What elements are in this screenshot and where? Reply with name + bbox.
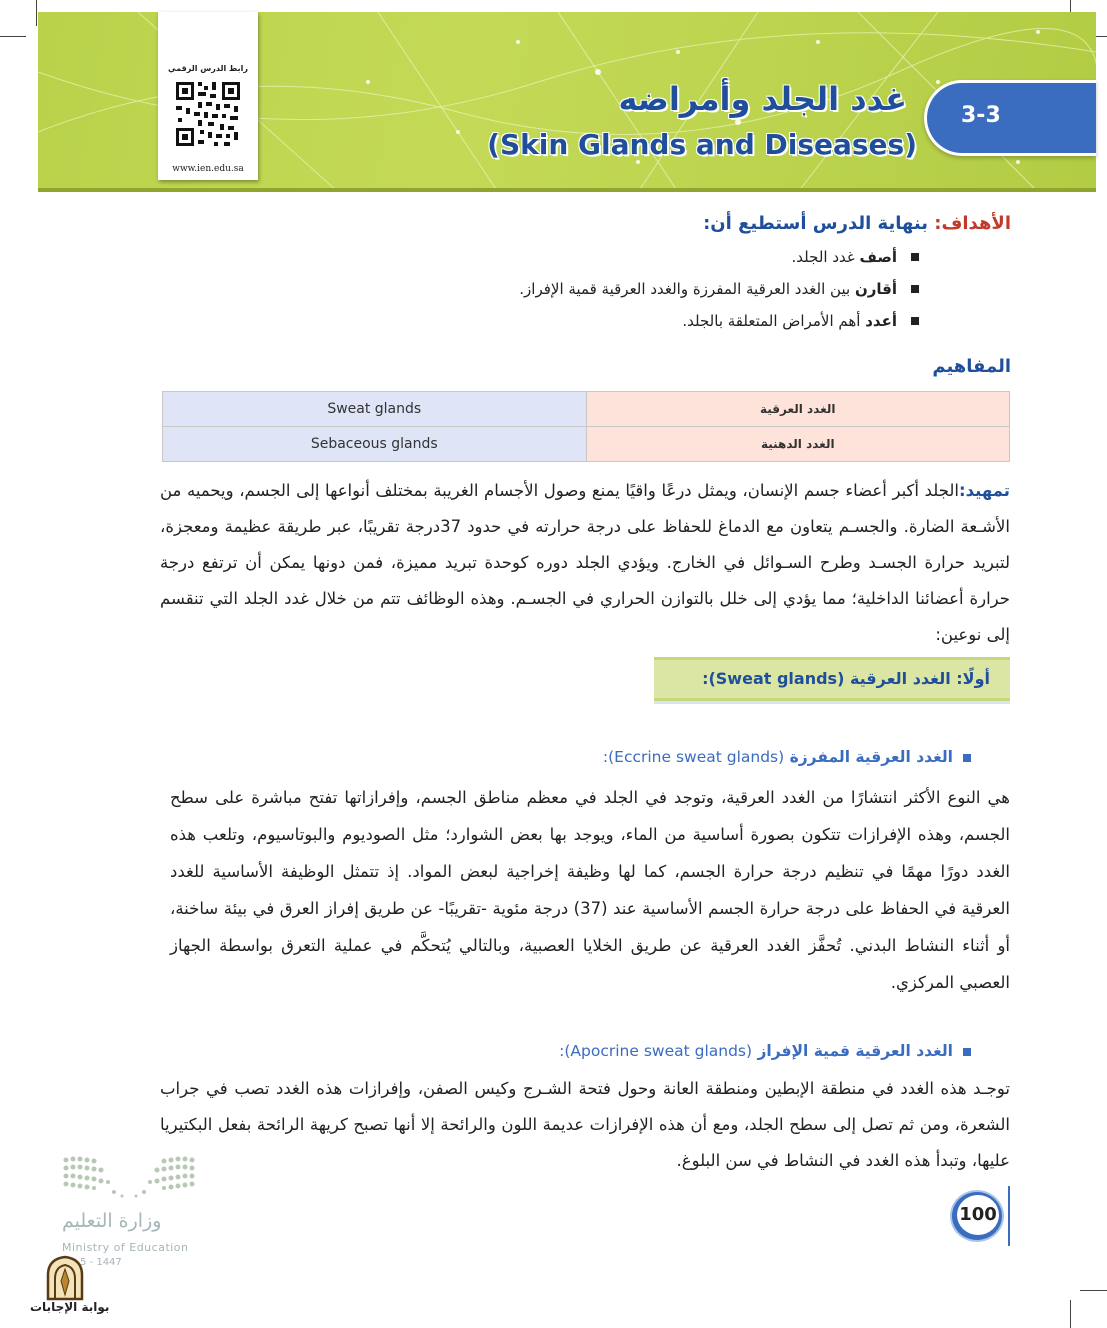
page-number: 100 [957,1195,999,1235]
concept-english: Sweat glands [163,392,587,427]
objectives-intro: بنهاية الدرس أستطيع أن: [703,213,928,234]
objectives-key: الأهداف: [934,213,1011,234]
crop-mark [1080,1290,1107,1291]
concepts-table [162,391,1010,462]
crop-mark [0,36,26,37]
qr-url[interactable]: www.ien.edu.sa [172,164,244,174]
objective-text: أهم الأمراض المتعلقة بالجلد. [682,312,866,330]
objective-verb: أعدد [865,312,897,330]
objective-item [219,278,919,310]
lesson-number: 3-3 [961,103,1001,128]
ministry-name-arabic: وزارة التعليم [62,1210,162,1232]
square-bullet-icon [911,317,919,325]
section-heading-bar [654,657,1010,701]
qr-code-icon[interactable] [174,80,242,160]
square-bullet-icon [963,1048,971,1056]
lesson-number-tab [924,80,1096,156]
ministry-logo-icon [62,1154,196,1200]
qr-label: رابط الدرس الرقمي [168,64,248,73]
objective-text: غدد الجلد. [791,248,860,266]
eccrine-text: هي النوع الأكثر انتشارًا من الغدد العرقية، وتوجد في الجلد في معظم مناطق الجسم، وإفرازاتها تفتح مباشرة على سطح الجسم، وهذه الإفرازات تتكون بصورة أساسية من الماء، ويوجد بها بعض الشوارد؛ مثل الصوديوم والبوتاسيوم، وتلعب هذه الغدد دورًا مهمًا في تنظيم درجة حرارة الجسم، كما لها وظيفة إخراجية لبعض المواد. إذ تتمثل الوظيفة الأساسية للغدد العرقية في الحفاظ على درجة حرارة الجسم الأساسية عند (37) درجة مئوية -تقريبًا- عن طريق إفراز العرق في بيئة ساخنة، أو أثناء النشاط البدني. تُحفَّز الغدد العرقية عن طريق الخلايا العصبية، وبالتالي يُتحكَّم في عملية التعرق بواسطة الجهاز العصبي المركزي. [170,788,1010,992]
banner-underline [38,188,1096,192]
square-bullet-icon [911,253,919,261]
portal-logo-icon [44,1255,86,1301]
eccrine-paragraph [170,779,1010,1001]
crop-mark [1070,1300,1071,1328]
eccrine-heading-ar: الغدد العرقية المفرزة [789,748,953,766]
objectives-list [219,246,919,342]
square-bullet-icon [911,285,919,293]
intro-lead: تمهيد: [958,481,1010,500]
ministry-name-english: Ministry of Education [62,1241,189,1254]
concept-arabic: الغدد الدهنية [586,427,1009,462]
intro-paragraph [160,473,1010,653]
concepts-heading: المفاهيم [932,356,1011,377]
apocrine-heading-en: (Apocrine sweat glands): [559,1042,753,1060]
apocrine-heading-ar: الغدد العرقية قمية الإفراز [757,1042,953,1060]
objective-item [219,310,919,342]
objective-text: بين الغدد العرقية المفرزة والغدد العرقية قمية الإفراز. [519,280,855,298]
eccrine-heading [371,748,971,766]
section-heading: أولًا: الغدد العرقية (Sweat glands): [702,669,990,688]
portal-name: بوابة الإجابات [30,1300,110,1314]
qr-card[interactable] [158,12,258,180]
objective-verb: أقارن [854,280,897,298]
objective-item [219,246,919,278]
concept-english: Sebaceous glands [163,427,587,462]
lesson-title-english: (Skin Glands and Diseases) [487,128,917,161]
intro-text: الجلد أكبر أعضاء جسم الإنسان، ويمثل درعًا واقيًا يمنع وصول الأجسام الغريبة بمختلف أنواعها إلى الجسم، ويحميه من الأشـعة الضارة. والجسـم يتعاون مع الدماغ للحفاظ على درجة حرارته في حدود 37درجة تقريبًا، عبر طريقة عظيمة ومعجزة، لتبريد حرارة الجسـد وطرح السـوائل في الخارج. ويؤدي الجلد دوره كوحدة تبريد مميزة، فمن دونها يمكن أن ترتفع درجة حرارة أعضائنا الداخلية؛ مما يؤدي إلى خلل بالتوازن الحراري في الجسـم. وهذه الوظائف تتم من خلال غدد الجلد التي تنقسم إلى نوعين: [160,481,1010,644]
table-row [163,392,1010,427]
apocrine-paragraph [160,1071,1010,1179]
lesson-title-arabic: غدد الجلد وأمراضه [618,80,907,118]
page-number-badge [946,1186,1012,1246]
apocrine-heading [371,1042,971,1060]
square-bullet-icon [963,754,971,762]
table-row [163,427,1010,462]
apocrine-text: توجـد هذه الغدد في منطقة الإبطين ومنطقة العانة وحول فتحة الشـرج وكيس الصفن، وإفرازات هذه الغدد تصب في جراب الشعرة، ومن ثم تصل إلى سطح الجلد، ومع أن هذه الإفرازات عديمة اللون والرائحة إلا أنها تصبح كريهة الرائحة بفعل البكتيريا عليها، وتبدأ هذه الغدد في النشاط في سن البلوغ. [160,1079,1010,1170]
concept-arabic: الغدد العرقية [586,392,1009,427]
eccrine-heading-en: (Eccrine sweat glands): [602,748,785,766]
page-number-rule [1008,1186,1010,1246]
objectives-heading [411,213,1011,234]
crop-mark [36,0,37,26]
objective-verb: أصف [859,248,897,266]
edition-year: 5 - 1447 [80,1257,122,1268]
